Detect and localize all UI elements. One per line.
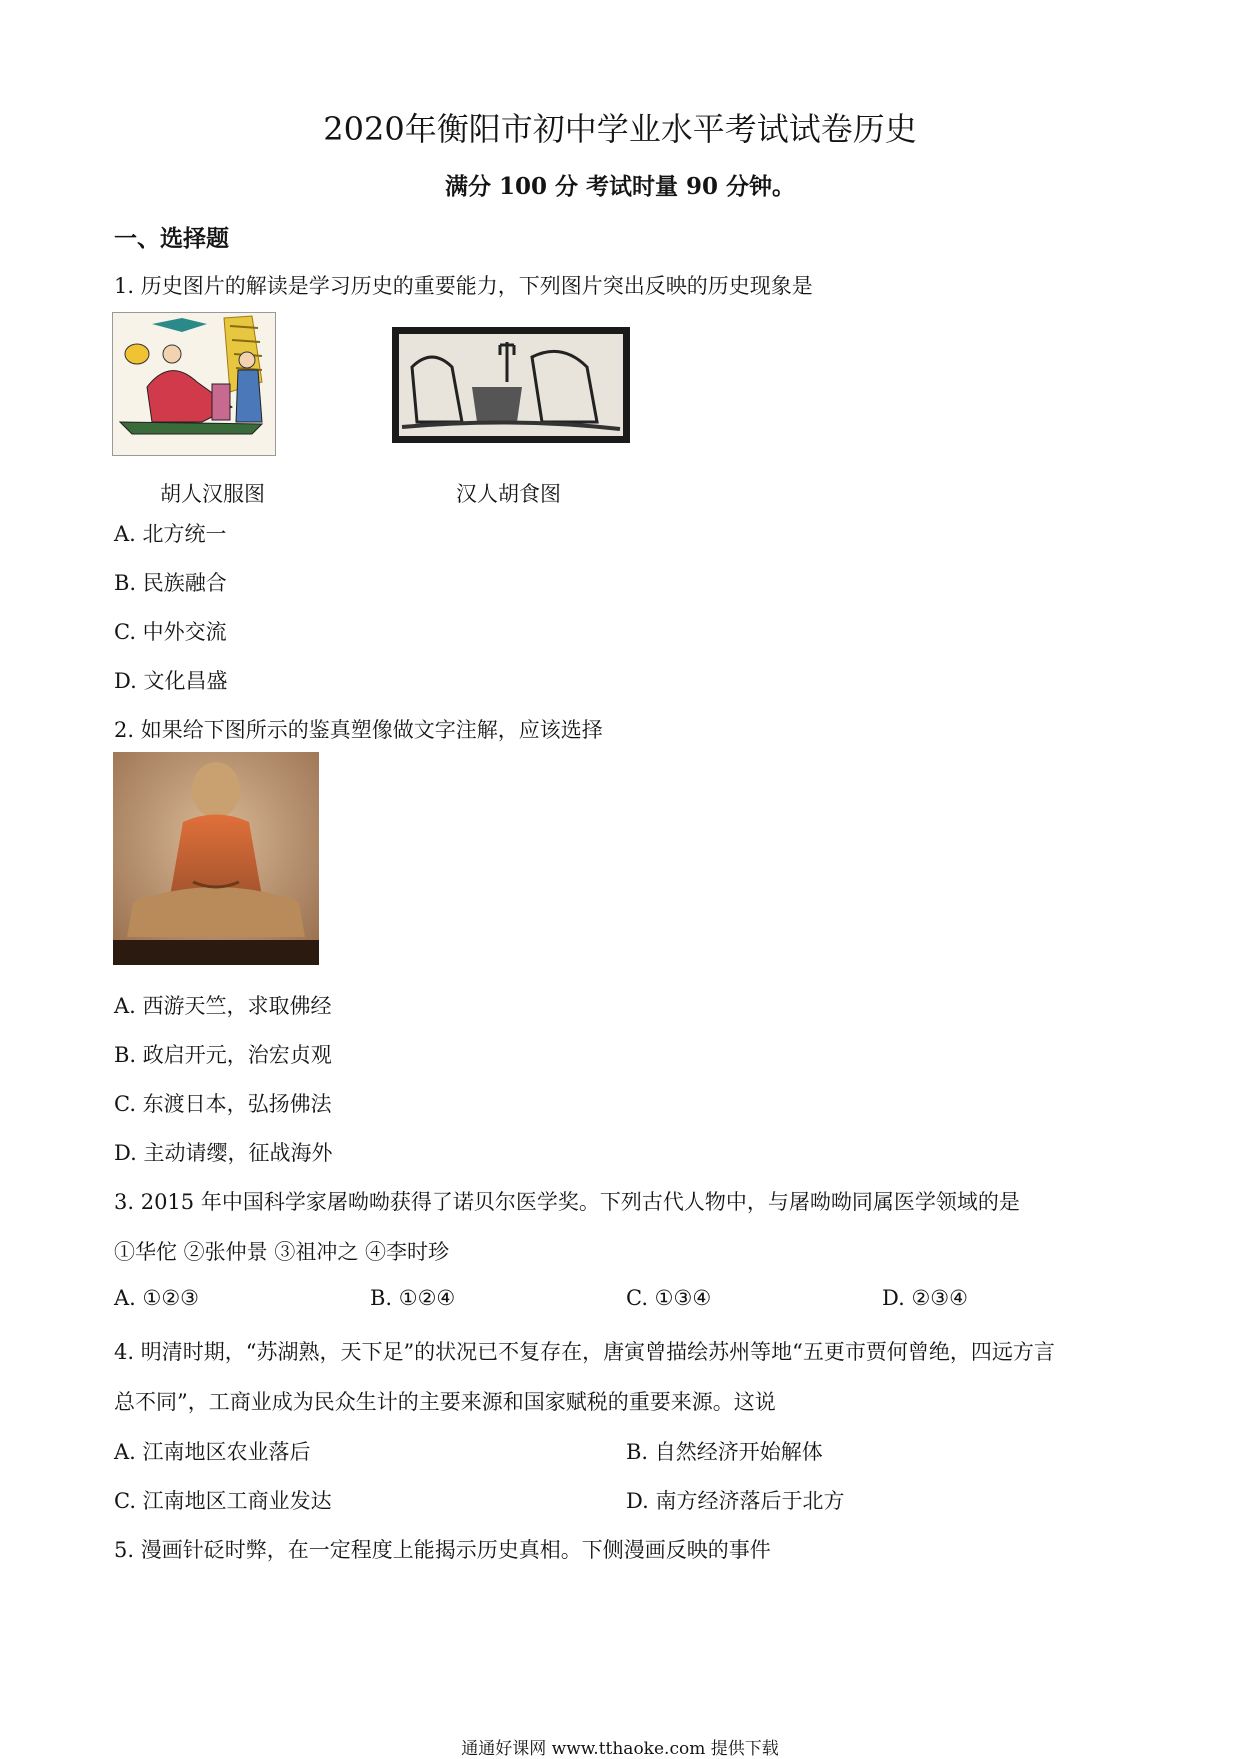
q4-option-d: D. 南方经济落后于北方: [626, 1489, 845, 1513]
jianzhen-statue-image: [113, 752, 319, 965]
page-footer: 通通好课网 www.tthaoke.com 提供下载: [461, 1739, 779, 1759]
question-3-items: ①华佗 ②张仲景 ③祖冲之 ④李时珍: [114, 1240, 450, 1264]
q2-option-d: D. 主动请缨，征战海外: [114, 1141, 333, 1165]
question-1-stem: 1. 历史图片的解读是学习历史的重要能力，下列图片突出反映的历史现象是: [114, 274, 813, 298]
image-caption-1: 胡人汉服图: [160, 482, 265, 506]
q1-option-d: D. 文化昌盛: [114, 669, 228, 693]
q1-option-a: A. 北方统一: [114, 522, 227, 546]
image-caption-2: 汉人胡食图: [456, 482, 561, 506]
q2-option-a: A. 西游天竺，求取佛经: [114, 994, 332, 1018]
q2-option-c: C. 东渡日本，弘扬佛法: [114, 1092, 332, 1116]
q1-option-b: B. 民族融合: [114, 571, 227, 595]
question-2-stem: 2. 如果给下图所示的鉴真塑像做文字注解，应该选择: [114, 718, 603, 742]
exam-info: 满分 100 分 考试时量 90 分钟。: [444, 173, 796, 200]
question-4-stem-line-2: 总不同”，工商业成为民众生计的主要来源和国家赋税的重要来源。这说: [114, 1390, 776, 1414]
page-title: 2020年衡阳市初中学业水平考试试卷历史: [323, 110, 917, 148]
q2-option-b: B. 政启开元，治宏贞观: [114, 1043, 332, 1067]
q4-option-a: A. 江南地区农业落后: [114, 1440, 311, 1464]
han-people-hu-food-image: [392, 327, 630, 443]
q3-option-d: D. ②③④: [882, 1286, 968, 1310]
q3-option-b: B. ①②④: [370, 1286, 456, 1310]
q4-option-c: C. 江南地区工商业发达: [114, 1489, 332, 1513]
q4-option-b: B. 自然经济开始解体: [626, 1440, 823, 1464]
section-heading: 一、选择题: [114, 225, 229, 252]
q3-option-a: A. ①②③: [114, 1286, 199, 1310]
q3-option-c: C. ①③④: [626, 1286, 712, 1310]
question-5-stem: 5. 漫画针砭时弊，在一定程度上能揭示历史真相。下侧漫画反映的事件: [114, 1538, 771, 1562]
question-4-stem-line-1: 4. 明清时期，“苏湖熟，天下足”的状况已不复存在，唐寅曾描绘苏州等地“五更市贾何曾绝，四远方言: [114, 1340, 1055, 1364]
q1-option-c: C. 中外交流: [114, 620, 227, 644]
hu-people-han-clothes-image: [112, 312, 276, 456]
question-3-stem: 3. 2015 年中国科学家屠呦呦获得了诺贝尔医学奖。下列古代人物中，与屠呦呦同属医学领域的是: [114, 1190, 1020, 1214]
